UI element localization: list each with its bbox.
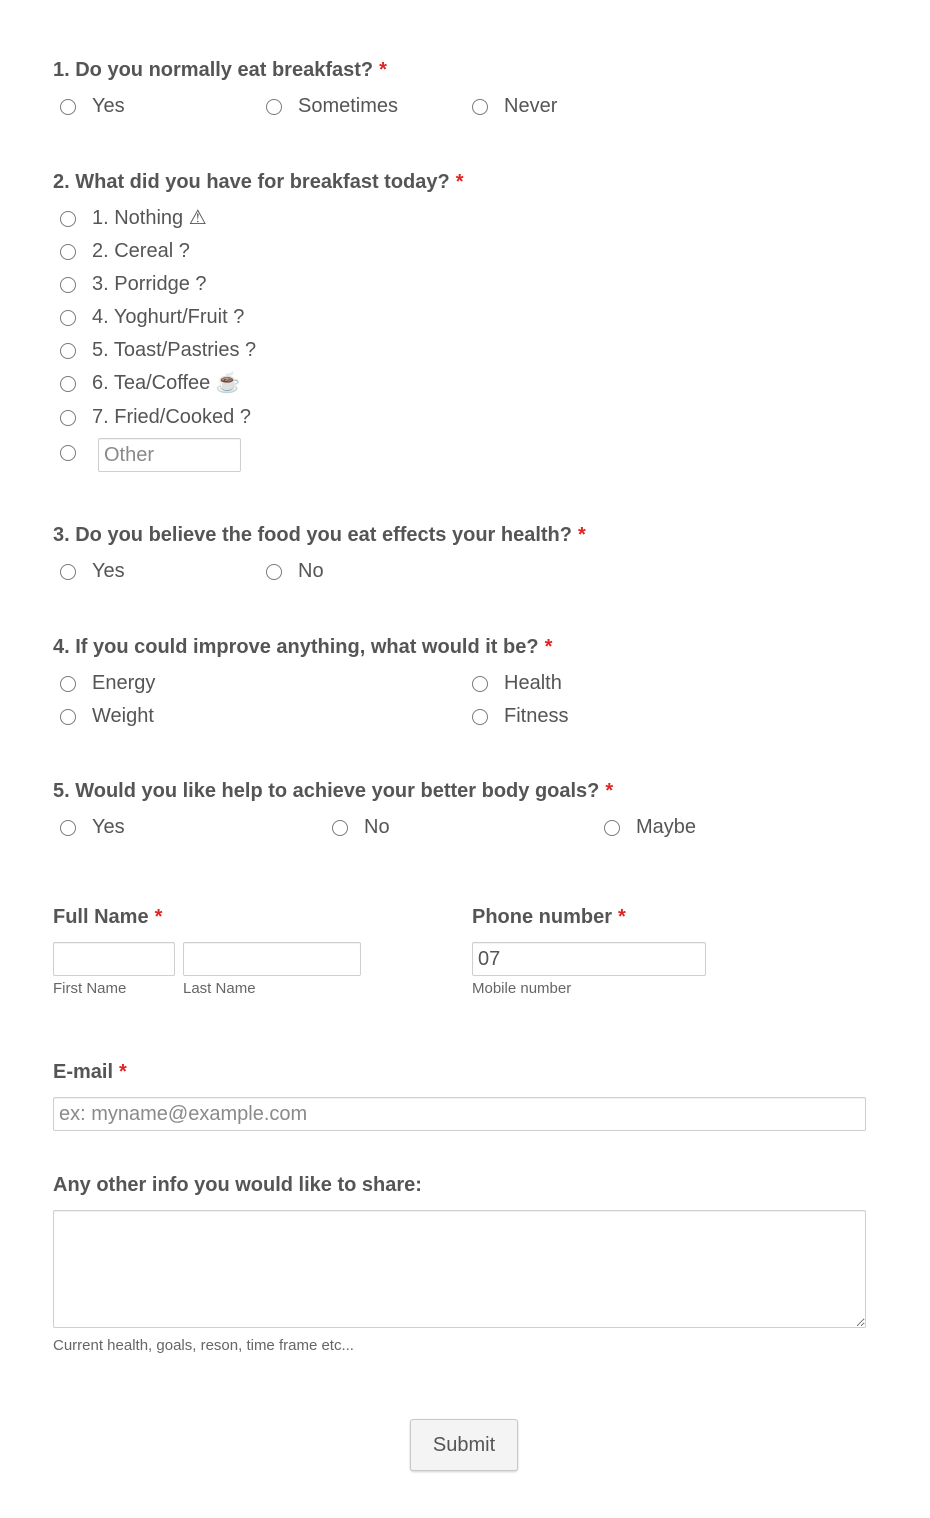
radio-button[interactable] — [472, 709, 488, 725]
radio-button[interactable] — [60, 99, 76, 115]
option-label: Maybe — [636, 816, 697, 838]
option-label: Never — [504, 95, 558, 117]
required-marker: * — [544, 636, 553, 658]
radio-button[interactable] — [60, 676, 76, 692]
option-label: No — [298, 560, 324, 582]
option-label: No — [364, 816, 390, 838]
question-2-text: 2. What did you have for breakfast today? — [53, 171, 450, 193]
option-label: Sometimes — [298, 95, 399, 117]
required-marker: * — [455, 171, 464, 193]
radio-button[interactable] — [60, 244, 76, 260]
required-marker: * — [618, 906, 626, 928]
radio-button[interactable] — [60, 564, 76, 580]
phone-number-text: Phone number — [472, 906, 613, 928]
required-marker: * — [577, 524, 586, 546]
option-label: 2. Cereal ? — [92, 240, 190, 262]
radio-button[interactable] — [60, 211, 76, 227]
other-info-label: Any other info you would like to share: — [53, 1174, 422, 1196]
question-3-label — [53, 523, 586, 547]
radio-button[interactable] — [604, 820, 620, 836]
question-5-label — [53, 779, 613, 803]
radio-button[interactable] — [60, 343, 76, 359]
radio-button[interactable] — [60, 410, 76, 426]
other-info-sublabel: Current health, goals, reson, time frame etc... — [53, 1337, 354, 1354]
option-label: Weight — [92, 705, 154, 727]
radio-button[interactable] — [60, 310, 76, 326]
option-label: 4. Yoghurt/Fruit ? — [92, 306, 245, 328]
option-label: Energy — [92, 672, 156, 694]
radio-button[interactable] — [60, 820, 76, 836]
question-4-text: 4. If you could improve anything, what would it be? — [53, 636, 539, 658]
option-label: 3. Porridge ? — [92, 273, 207, 295]
email-input[interactable] — [53, 1097, 866, 1131]
option-label: Fitness — [504, 705, 569, 727]
other-input[interactable] — [98, 438, 241, 472]
question-3-text: 3. Do you believe the food you eat effects your health? — [53, 524, 572, 546]
radio-button[interactable] — [472, 99, 488, 115]
radio-button[interactable] — [60, 445, 76, 461]
radio-button[interactable] — [60, 376, 76, 392]
full-name-label — [53, 905, 162, 929]
full-name-text: Full Name — [53, 906, 149, 928]
other-info-textarea[interactable] — [53, 1210, 866, 1328]
option-label: 1. Nothing ⚠ — [92, 207, 207, 229]
radio-button[interactable] — [266, 99, 282, 115]
option-label: Yes — [92, 95, 125, 117]
email-text: E-mail — [53, 1061, 114, 1083]
option-label: 5. Toast/Pastries ? — [92, 339, 257, 361]
option-label: Yes — [92, 816, 125, 838]
radio-button[interactable] — [472, 676, 488, 692]
email-label — [53, 1060, 127, 1084]
question-2-label — [53, 170, 464, 194]
phone-number-input[interactable] — [472, 942, 706, 976]
question-4-label — [53, 635, 552, 659]
phone-sublabel: Mobile number — [472, 980, 572, 997]
option-label: Health — [504, 672, 562, 694]
phone-number-label — [472, 905, 626, 929]
required-marker: * — [154, 906, 163, 928]
required-marker: * — [379, 59, 387, 81]
required-marker: * — [605, 780, 614, 802]
required-marker: * — [119, 1061, 127, 1083]
radio-button[interactable] — [332, 820, 348, 836]
radio-button[interactable] — [60, 709, 76, 725]
question-5-text: 5. Would you like help to achieve your better body goals? — [53, 780, 600, 802]
last-name-sublabel: Last Name — [183, 980, 256, 997]
option-label: Yes — [92, 560, 125, 582]
first-name-input[interactable] — [53, 942, 175, 976]
option-label: 7. Fried/Cooked ? — [92, 406, 251, 428]
last-name-input[interactable] — [183, 942, 361, 976]
question-1-text: 1. Do you normally eat breakfast? — [53, 59, 374, 81]
submit-button[interactable]: Submit — [410, 1419, 518, 1471]
radio-button[interactable] — [60, 277, 76, 293]
option-label: 6. Tea/Coffee ☕ — [92, 372, 241, 394]
radio-button[interactable] — [266, 564, 282, 580]
question-1-label — [53, 58, 387, 82]
first-name-sublabel: First Name — [53, 980, 127, 997]
